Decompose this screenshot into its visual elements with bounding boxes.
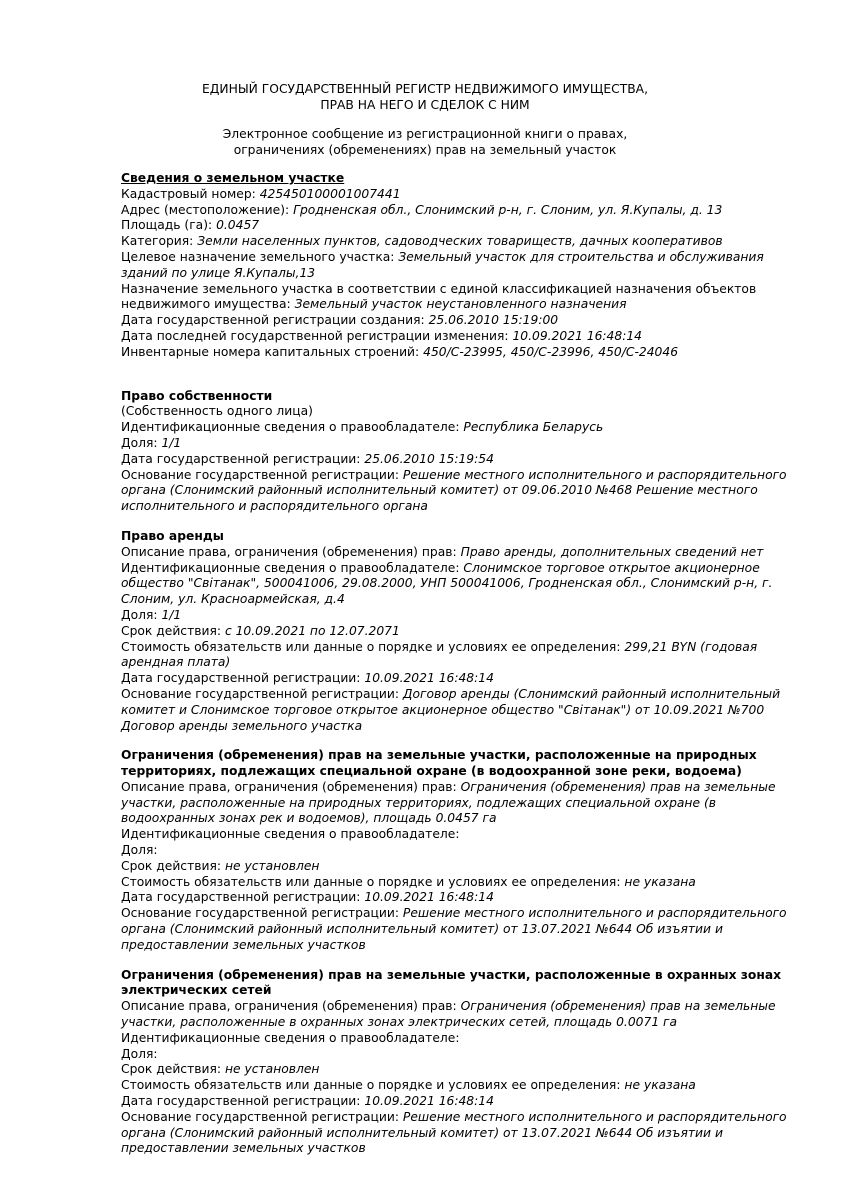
- restriction1-term-row: [121, 859, 791, 875]
- creation-date-row: [121, 313, 791, 329]
- purpose-value: Земельный участок для строительства и обслуживания зданий по улице Я.Купалы,13: [121, 249, 764, 280]
- holder-label: Идентификационные сведения о правообладателе:: [121, 420, 460, 435]
- cost-value: 299,21 BYN (годовая арендная плата): [121, 639, 758, 670]
- message-subtitle-line2: ограничениях (обременениях) прав на земельный участок: [233, 143, 617, 157]
- lease-section: [121, 529, 791, 734]
- restriction1-holder-row: Идентификационные сведения о правообладателе:: [121, 827, 460, 842]
- desc-value: Право аренды, дополнительных сведений нет: [460, 544, 764, 559]
- desc-value: Ограничения (обременения) прав на земельные участки, расположенные в охранных зонах электрических сетей, площадь 0.0071 га: [121, 999, 776, 1030]
- lease-heading: Право аренды: [121, 528, 224, 543]
- lease-desc-row: [121, 545, 791, 561]
- share-label: Доля:: [121, 607, 158, 622]
- power-line-restriction-section: [121, 968, 791, 1158]
- area-label: Площадь (га):: [121, 218, 213, 233]
- restriction2-share-row: Доля:: [121, 1046, 158, 1061]
- basis-label: Основание государственной регистрации:: [121, 1109, 399, 1124]
- restriction2-term-row: [121, 1062, 791, 1078]
- term-value: с 10.09.2021 по 12.07.2071: [224, 623, 400, 638]
- cadastral-number-value: 425450100001007441: [259, 186, 401, 201]
- lease-term-row: [121, 624, 791, 640]
- restriction2-desc-row: [121, 999, 791, 1031]
- term-value: не установлен: [224, 858, 320, 873]
- lease-cost-row: [121, 640, 791, 672]
- term-label: Срок действия:: [121, 858, 222, 873]
- cost-label: Стоимость обязательств или данные о порядке и условиях ее определения:: [121, 639, 621, 654]
- restriction2-heading-line1: Ограничения (обременения) прав на земельные участки, расположенные в охранных зонах: [121, 967, 782, 982]
- share-value: 1/1: [161, 435, 182, 450]
- inventory-numbers-value: 450/C-23995, 450/C-23996, 450/C-24046: [423, 344, 679, 359]
- creation-date-label: Дата государственной регистрации создания:: [121, 313, 425, 328]
- address-row: [121, 203, 791, 219]
- ownership-heading: Право собственности: [121, 388, 273, 403]
- restriction2-cost-row: [121, 1078, 791, 1094]
- cost-label: Стоимость обязательств или данные о порядке и условиях ее определения:: [121, 874, 621, 889]
- register-title-line2: ПРАВ НА НЕГО И СДЕЛОК С НИМ: [320, 98, 530, 112]
- purpose-label: Целевое назначение земельного участка:: [121, 249, 395, 264]
- restriction2-reg-date-row: [121, 1094, 791, 1110]
- register-title-line1: ЕДИНЫЙ ГОСУДАРСТВЕННЫЙ РЕГИСТР НЕДВИЖИМОГО ИМУЩЕСТВА,: [202, 82, 648, 96]
- holder-value: Республика Беларусь: [463, 420, 604, 435]
- restriction1-heading-line2: территориях, подлежащих специальной охране (в водоохранной зоне реки, водоема): [121, 764, 742, 779]
- address-label: Адрес (местоположение):: [121, 202, 290, 217]
- restriction1-reg-date-row: [121, 890, 791, 906]
- water-zone-restriction-section: [121, 748, 791, 953]
- classification-row: [121, 282, 791, 314]
- reg-date-label: Дата государственной регистрации:: [121, 890, 361, 905]
- category-value: Земли населенных пунктов, садоводческих товариществ, дачных кооперативов: [197, 234, 723, 249]
- classification-label: Назначение земельного участка в соответствии с единой классификацией назначения объектов недвижимого имущества:: [121, 281, 757, 312]
- basis-value: Решение местного исполнительного и распорядительного органа (Слонимский районный исполнительный комитет) от 09.06.2010 №468 Решение местного исполнительного и распорядительного органа: [121, 467, 787, 514]
- restriction2-heading-line2: электрических сетей: [121, 983, 272, 998]
- restriction1-share-row: Доля:: [121, 843, 158, 858]
- holder-label: Идентификационные сведения о правообладателе:: [121, 560, 460, 575]
- reg-date-value: 25.06.2010 15:19:54: [364, 451, 494, 466]
- restriction1-desc-row: [121, 780, 791, 827]
- term-value: не установлен: [224, 1062, 320, 1077]
- register-title: [120, 81, 730, 113]
- basis-label: Основание государственной регистрации:: [121, 906, 399, 921]
- term-label: Срок действия:: [121, 1062, 222, 1077]
- inventory-numbers-row: [121, 345, 791, 361]
- restriction1-cost-row: [121, 875, 791, 891]
- reg-date-label: Дата государственной регистрации:: [121, 1094, 361, 1109]
- reg-date-value: 10.09.2021 16:48:14: [364, 1094, 494, 1109]
- cost-label: Стоимость обязательств или данные о порядке и условиях ее определения:: [121, 1078, 621, 1093]
- category-label: Категория:: [121, 234, 194, 249]
- area-row: [121, 218, 791, 234]
- ownership-reg-date-row: [121, 452, 791, 468]
- restriction2-basis-row: [121, 1110, 791, 1157]
- ownership-share-row: [121, 436, 791, 452]
- lease-share-row: [121, 608, 791, 624]
- ownership-section: [121, 389, 791, 515]
- basis-value: Решение местного исполнительного и распорядительного органа (Слонимский районный исполнительный комитет) от 13.07.2021 №644 Об изъятии и предоставлении земельных участков: [121, 906, 787, 952]
- reg-date-label: Дата государственной регистрации:: [121, 671, 361, 686]
- cadastral-number-label: Кадастровый номер:: [121, 186, 256, 201]
- document-body: [121, 171, 791, 1171]
- lease-basis-row: [121, 687, 791, 734]
- basis-label: Основание государственной регистрации:: [121, 467, 399, 482]
- restriction2-holder-row: Идентификационные сведения о правообладателе:: [121, 1030, 460, 1045]
- desc-label: Описание права, ограничения (обременения) прав:: [121, 544, 457, 559]
- desc-label: Описание права, ограничения (обременения) прав:: [121, 779, 457, 794]
- reg-date-value: 10.09.2021 16:48:14: [364, 671, 494, 686]
- ownership-holder-row: [121, 420, 791, 436]
- restriction1-heading-line1: Ограничения (обременения) прав на земельные участки, расположенные на природных: [121, 748, 757, 763]
- land-plot-section: [121, 171, 791, 361]
- classification-value: Земельный участок неустановленного назначения: [294, 297, 627, 312]
- basis-label: Основание государственной регистрации:: [121, 686, 399, 701]
- change-date-value: 10.09.2021 16:48:14: [512, 328, 642, 343]
- address-value: Гродненская обл., Слонимский р-н, г. Слоним, ул. Я.Купалы, д. 13: [293, 202, 723, 217]
- desc-value: Ограничения (обременения) прав на земельные участки, расположенные на природных территориях, подлежащих специальной охране (в водоохранных зонах рек и водоемов), площадь 0.0457 га: [121, 779, 776, 826]
- desc-label: Описание права, ограничения (обременения) прав:: [121, 999, 457, 1014]
- inventory-numbers-label: Инвентарные номера капитальных строений:: [121, 344, 420, 359]
- message-subtitle-line1: Электронное сообщение из регистрационной книги о правах,: [222, 127, 628, 141]
- purpose-row: [121, 250, 791, 282]
- cost-value: не указана: [624, 1078, 696, 1093]
- ownership-type-note: (Собственность одного лица): [121, 404, 313, 419]
- change-date-row: [121, 329, 791, 345]
- ownership-basis-row: [121, 468, 791, 515]
- restriction1-basis-row: [121, 906, 791, 953]
- lease-holder-row: [121, 561, 791, 608]
- land-plot-heading: Сведения о земельном участке: [121, 171, 345, 185]
- change-date-label: Дата последней государственной регистрации изменения:: [121, 328, 509, 343]
- cadastral-number-row: [121, 187, 791, 203]
- message-subtitle: [120, 126, 730, 158]
- creation-date-value: 25.06.2010 15:19:00: [428, 313, 559, 328]
- reg-date-value: 10.09.2021 16:48:14: [364, 890, 494, 905]
- holder-value: Слонимское торговое открытое акционерное общество "Світанак", 500041006, 29.08.2000, УНП 500041006, Гродненская обл., Слонимский р-н, г. Слоним, ул. Красноармейская, д.4: [121, 560, 773, 607]
- term-label: Срок действия:: [121, 623, 222, 638]
- category-row: [121, 234, 791, 250]
- cost-value: не указана: [624, 874, 696, 889]
- basis-value: Договор аренды (Слонимский районный исполнительный комитет и Слонимское торговое открытое акционерное общество "Світанак") от 10.09.2021 №700 Договор аренды земельного участка: [121, 686, 781, 733]
- area-value: 0.0457: [216, 218, 260, 233]
- lease-reg-date-row: [121, 671, 791, 687]
- share-value: 1/1: [161, 607, 182, 622]
- reg-date-label: Дата государственной регистрации:: [121, 451, 361, 466]
- share-label: Доля:: [121, 435, 158, 450]
- basis-value: Решение местного исполнительного и распорядительного органа (Слонимский районный исполнительный комитет) от 13.07.2021 №644 Об изъятии и предоставлении земельных участков: [121, 1109, 787, 1156]
